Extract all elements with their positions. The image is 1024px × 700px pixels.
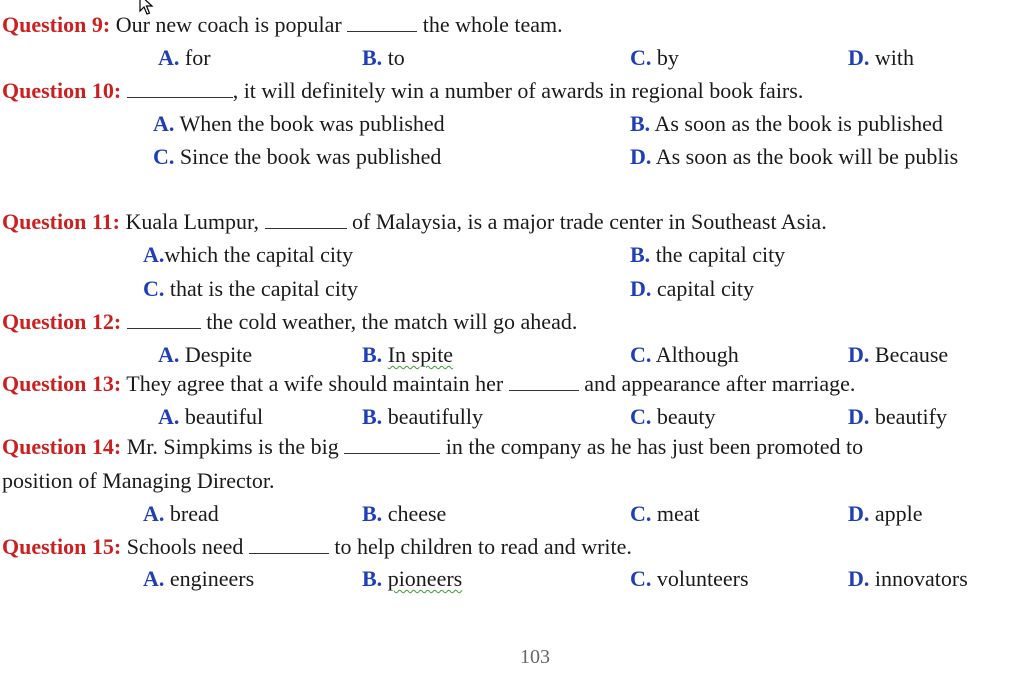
option-d: [630, 144, 1024, 170]
option-c: [630, 566, 749, 592]
option-text: As soon as the book is published: [654, 111, 943, 136]
option-text: meat: [656, 501, 700, 526]
option-a: [153, 111, 445, 137]
question-label: Question 11:: [2, 209, 120, 234]
question-text: position of Managing Director.: [2, 468, 275, 493]
option-text: When the book was published: [179, 111, 445, 136]
option-d: [630, 276, 754, 302]
answer-blank: [127, 79, 233, 98]
option-c: [630, 404, 716, 430]
option-letter: D.: [848, 404, 870, 429]
option-a: [143, 501, 219, 527]
option-b: [362, 404, 483, 430]
question-11: [2, 209, 827, 235]
option-letter: A.: [153, 111, 175, 136]
option-letter: D.: [630, 276, 652, 301]
option-d: [848, 342, 948, 368]
question-label: Question 14:: [2, 434, 122, 459]
option-text: with: [874, 45, 915, 70]
option-a: [158, 45, 211, 71]
option-d: [848, 566, 968, 592]
option-b: [630, 111, 943, 137]
option-letter: B.: [630, 242, 651, 267]
question-text: and appearance after marriage.: [584, 371, 856, 396]
option-d: [848, 501, 923, 527]
option-letter: B.: [362, 45, 383, 70]
option-text: which the capital city: [164, 242, 354, 267]
option-letter: A.: [158, 45, 180, 70]
question-text: to help children to read and write.: [334, 534, 632, 559]
option-a: [143, 242, 353, 268]
question-label: Question 13:: [2, 371, 122, 396]
option-letter: B.: [362, 404, 383, 429]
option-letter: A.: [143, 501, 165, 526]
option-text: capital city: [656, 276, 755, 301]
option-letter: D.: [848, 501, 870, 526]
option-letter: C.: [143, 276, 165, 301]
option-text: Since the book was published: [179, 144, 442, 169]
option-a: [143, 566, 254, 592]
option-text: apple: [874, 501, 923, 526]
option-text: pioneers: [387, 566, 463, 591]
question-14-continuation: [2, 468, 275, 494]
option-a: [158, 404, 263, 430]
question-text: in the company as he has just been promoted to: [445, 434, 864, 459]
option-text: the capital city: [655, 242, 786, 267]
answer-blank: [127, 310, 201, 329]
option-c: [143, 276, 358, 302]
option-letter: C.: [630, 404, 652, 429]
option-b: [630, 242, 785, 268]
option-letter: B.: [362, 342, 383, 367]
question-9: [2, 12, 563, 38]
option-letter: B.: [362, 566, 383, 591]
option-a: [158, 342, 252, 368]
option-letter: D.: [848, 566, 870, 591]
option-d: [848, 45, 914, 71]
question-text: They agree that a wife should maintain her: [126, 371, 504, 396]
answer-blank: [347, 13, 417, 32]
question-14: [2, 434, 1024, 460]
option-letter: C.: [630, 342, 652, 367]
option-c: [630, 45, 679, 71]
option-letter: C.: [630, 45, 652, 70]
option-text: engineers: [169, 566, 255, 591]
question-text: of Malaysia, is a major trade center in Southeast Asia.: [352, 209, 827, 234]
question-10: [2, 78, 803, 104]
option-text: volunteers: [656, 566, 749, 591]
option-letter: A.: [143, 242, 165, 267]
question-label: Question 15:: [2, 534, 122, 559]
question-text: Mr. Simpkims is the big: [126, 434, 339, 459]
option-b: [362, 501, 446, 527]
option-text: beautify: [874, 404, 947, 429]
option-b: [362, 342, 453, 368]
option-b: [362, 45, 405, 71]
option-letter: A.: [143, 566, 165, 591]
page-number: 103: [520, 646, 550, 668]
question-label: Question 9:: [2, 12, 111, 37]
option-letter: C.: [630, 501, 652, 526]
question-13: [2, 371, 1024, 397]
option-text: that is the capital city: [169, 276, 359, 301]
option-text: cheese: [387, 501, 447, 526]
option-letter: D.: [848, 342, 870, 367]
answer-blank: [249, 535, 329, 554]
option-b: [362, 566, 462, 592]
option-letter: A.: [158, 342, 180, 367]
question-label: Question 10:: [2, 78, 122, 103]
option-c: [630, 342, 739, 368]
option-text: As soon as the book will be publis: [655, 144, 959, 169]
option-text: beautiful: [184, 404, 264, 429]
option-d: [848, 404, 947, 430]
question-12: [2, 309, 577, 335]
option-text: beauty: [656, 404, 716, 429]
option-text: for: [184, 45, 211, 70]
option-letter: A.: [158, 404, 180, 429]
answer-blank: [265, 210, 347, 229]
question-text: , it will definitely win a number of awards in regional book fairs.: [232, 78, 804, 103]
option-letter: B.: [362, 501, 383, 526]
option-text: beautifully: [387, 404, 483, 429]
question-text: Schools need: [126, 534, 244, 559]
option-letter: C.: [630, 566, 652, 591]
option-letter: B.: [630, 111, 651, 136]
option-letter: D.: [848, 45, 870, 70]
option-c: [153, 144, 441, 170]
option-c: [630, 501, 700, 527]
option-letter: D.: [630, 144, 652, 169]
question-text: the cold weather, the match will go ahead.: [206, 309, 578, 334]
question-label: Question 12:: [2, 309, 122, 334]
option-text: Although: [655, 342, 739, 367]
option-letter: C.: [153, 144, 175, 169]
answer-blank: [509, 372, 579, 391]
question-text: the whole team.: [422, 12, 563, 37]
question-text: Kuala Lumpur,: [125, 209, 259, 234]
option-text: Because: [874, 342, 949, 367]
option-text: Despite: [184, 342, 253, 367]
question-text: Our new coach is popular: [115, 12, 342, 37]
answer-blank: [344, 435, 440, 454]
option-text: to: [387, 45, 405, 70]
option-text: innovators: [874, 566, 968, 591]
option-text: bread: [169, 501, 219, 526]
option-text: In spite: [387, 342, 454, 367]
question-15: [2, 534, 632, 560]
option-text: by: [656, 45, 679, 70]
